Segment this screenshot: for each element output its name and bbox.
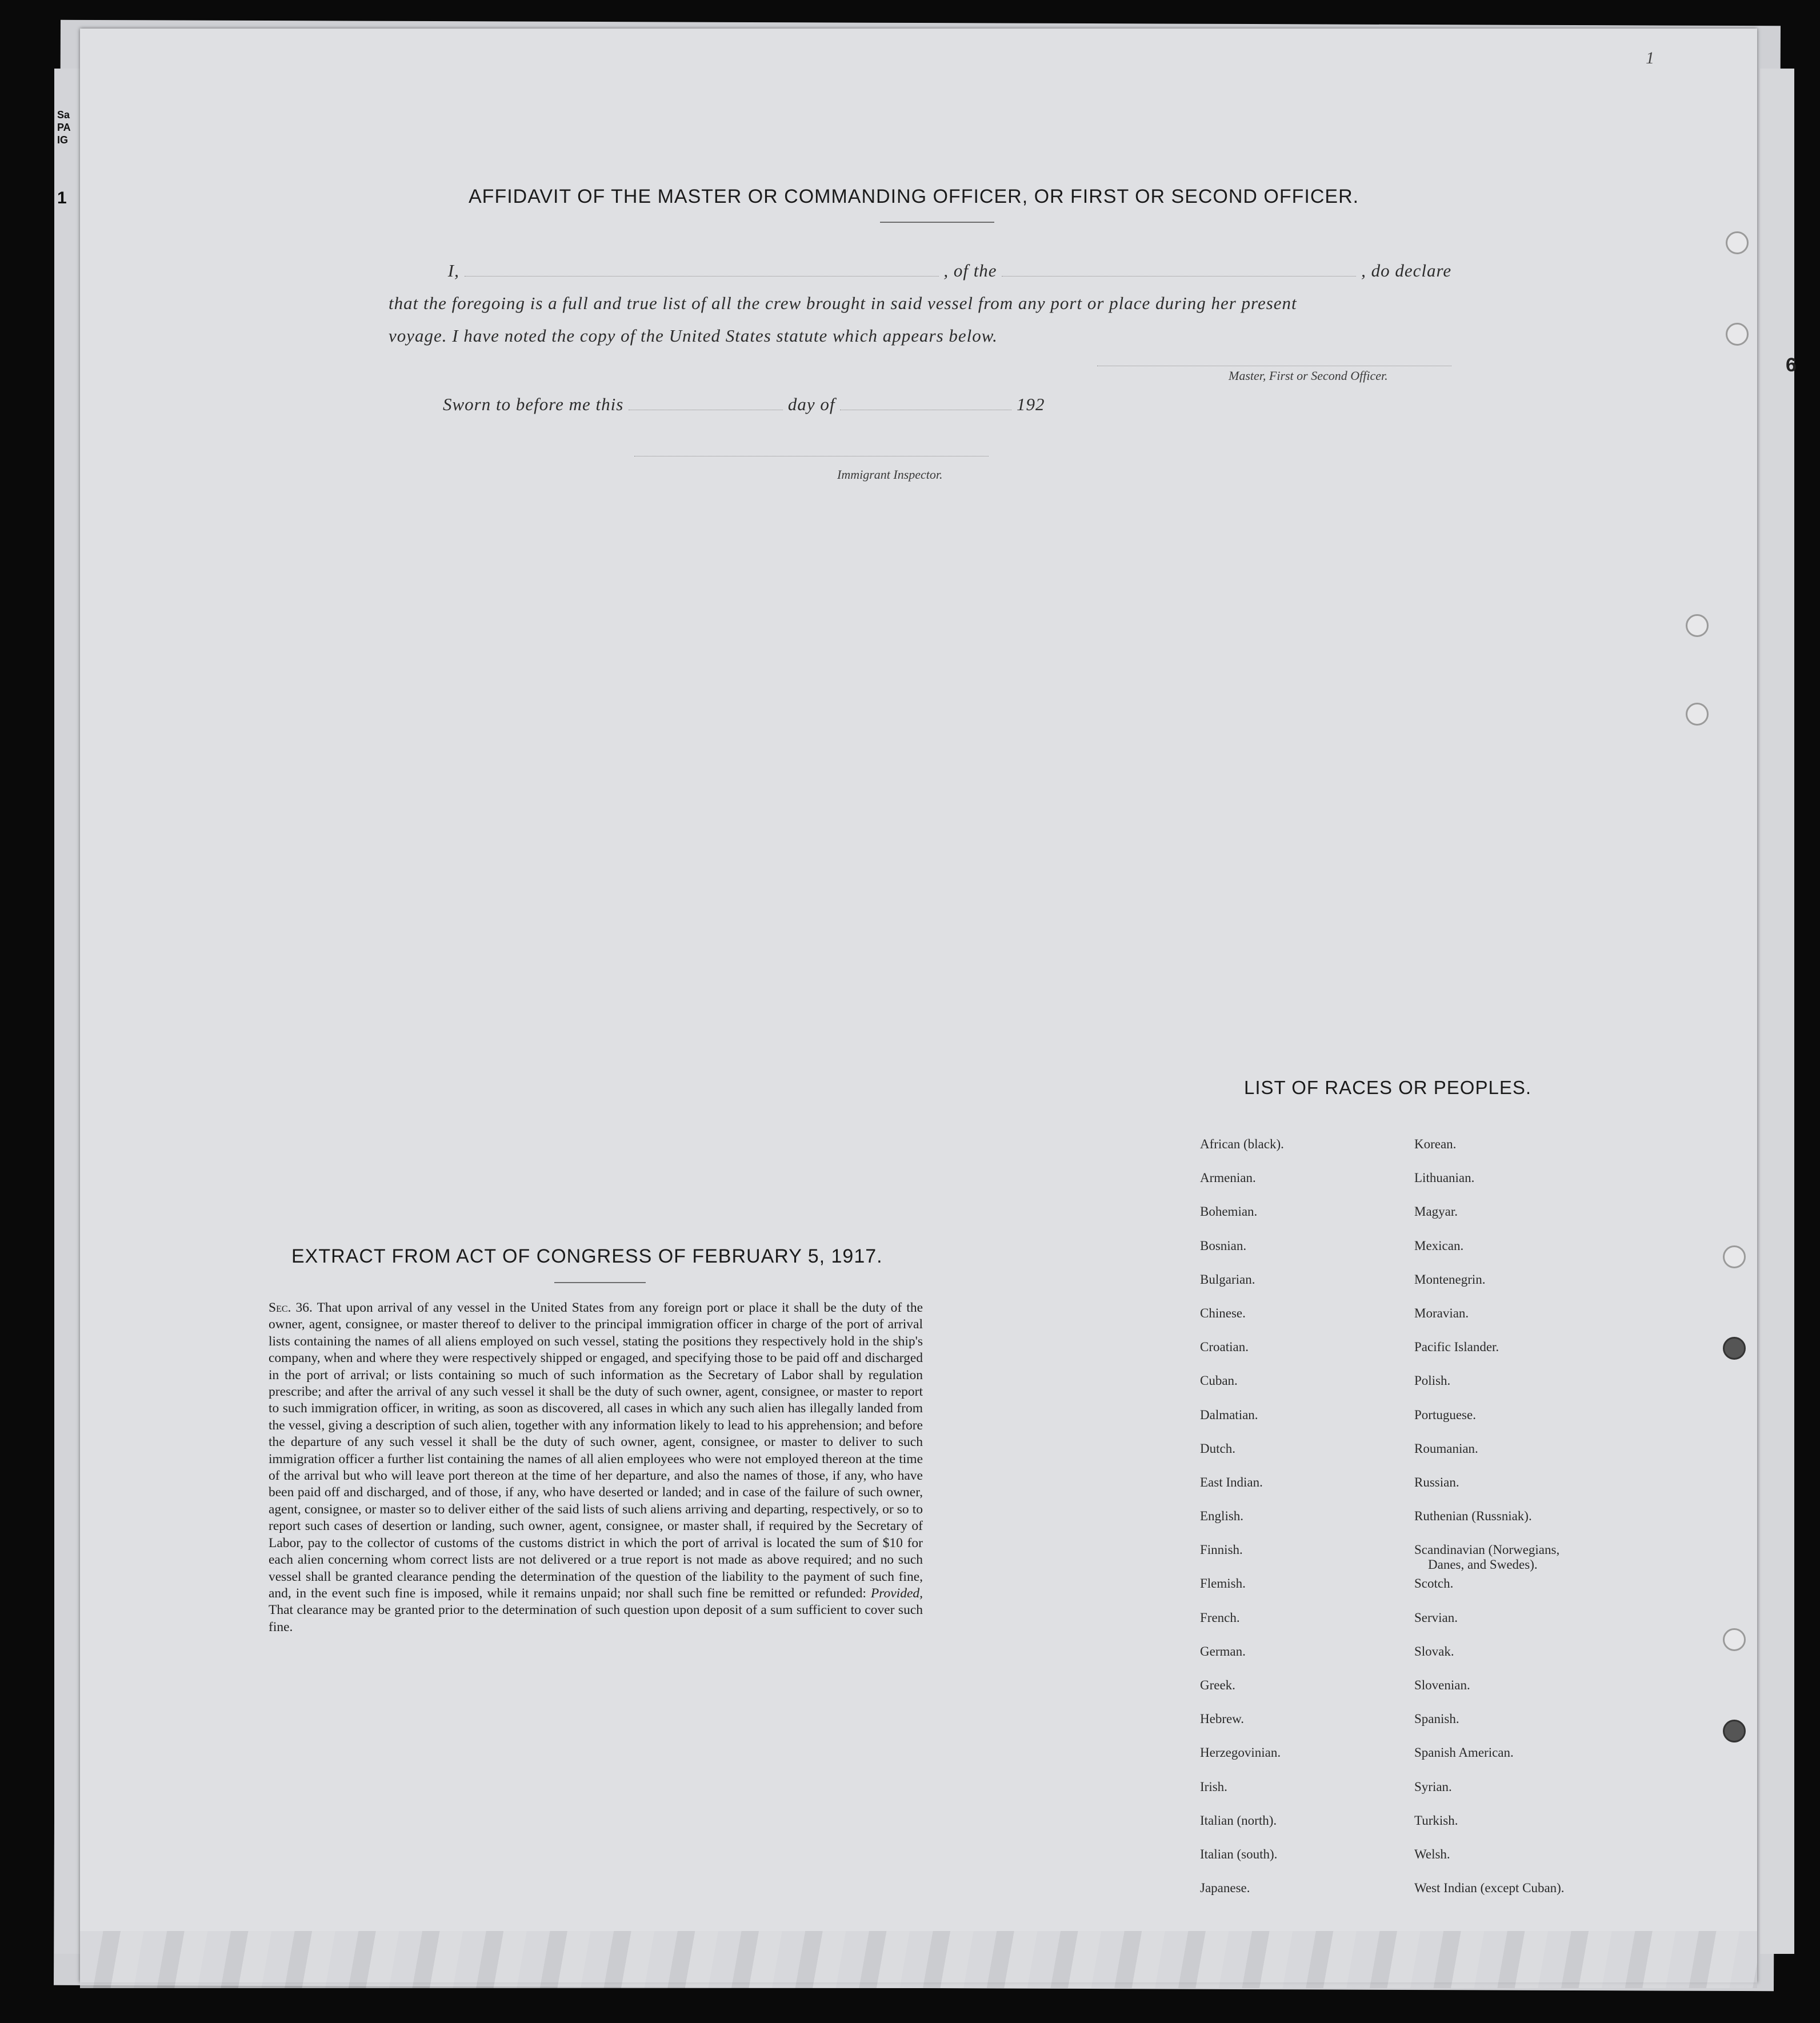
race-item: Korean. [1414,1137,1457,1151]
left-stub-line: Sa [57,109,70,121]
affidavit-line-2: that the foregoing is a full and true list of all the crew brought in said vessel from any port or place during her present [389,293,1297,313]
affidavit-body [389,254,1474,352]
race-item: African (black). [1200,1137,1284,1151]
left-margin-stub [57,109,71,205]
races-left-column [1200,1137,1284,1914]
left-stub-line: PA [57,122,71,133]
signature-caption: Master, First or Second Officer. [1229,368,1388,383]
race-item: Bulgarian. [1200,1272,1255,1287]
extract-body [269,1300,923,1636]
punch-hole [1686,614,1709,637]
race-item: Japanese. [1200,1881,1250,1896]
race-item: Mexican. [1414,1238,1464,1253]
races-right-column [1414,1137,1565,1914]
race-item: Italian (south). [1200,1846,1278,1861]
extract-title-rule [554,1282,646,1283]
races-title: LIST OF RACES OR PEOPLES. [1244,1077,1532,1098]
year-prefix: 192 [1016,394,1045,414]
race-item: Scotch. [1414,1576,1454,1591]
race-item: Dutch. [1200,1441,1235,1456]
master-name-blank [465,262,939,277]
race-item: Roumanian. [1414,1441,1478,1456]
extract-text-end: That clearance may be granted prior to the determination of such question upon deposit of a sum sufficient to cover such fine. [269,1603,923,1635]
race-item: Bohemian. [1200,1204,1258,1219]
month-blank [840,396,1011,410]
inspector-caption: Immigrant Inspector. [837,467,943,482]
punch-hole [1726,231,1749,254]
race-item: Irish. [1200,1779,1227,1794]
race-item: Hebrew. [1200,1712,1245,1726]
sworn-line [443,394,1045,415]
race-item: Spanish American. [1414,1745,1514,1760]
race-item: Magyar. [1414,1204,1458,1219]
sworn-prefix: Sworn to before me this [443,394,624,414]
race-item: Finnish. [1200,1543,1243,1557]
race-item: Bosnian. [1200,1238,1247,1253]
affidavit-line-1 [389,254,1474,287]
left-stub-line: IG [57,134,69,146]
affidavit-title: AFFIDAVIT OF THE MASTER OR COMMANDING OFFICER, OR FIRST OR SECOND OFFICER. [469,186,1359,207]
race-item: Slovak. [1414,1644,1454,1659]
race-item: Cuban. [1200,1373,1238,1388]
affidavit-do-declare: , do declare [1361,261,1452,281]
race-item: English. [1200,1509,1244,1524]
affidavit-of-the: , of the [943,261,997,281]
race-item-scandinavian: Scandinavian (Norwegians, [1414,1543,1560,1557]
extract-title: EXTRACT FROM ACT OF CONGRESS OF FEBRUARY 5, 1917. [291,1245,883,1267]
race-item: French. [1200,1610,1240,1625]
race-item: Chinese. [1200,1305,1246,1320]
provided-word: Provided, [870,1585,923,1601]
punch-hole [1723,1245,1746,1268]
race-item: Servian. [1414,1610,1458,1625]
section-label: Sec. 36. [269,1300,313,1315]
race-item: Syrian. [1414,1779,1452,1794]
race-item: Welsh. [1414,1846,1450,1861]
race-item: Spanish. [1414,1712,1459,1726]
race-item-scandinavian-cont: Danes, and Swedes). [1428,1557,1538,1572]
affidavit-line-3: voyage. I have noted the copy of the United States statute which appears below. [389,326,998,346]
race-item: Armenian. [1200,1171,1256,1185]
punch-hole [1723,1720,1746,1742]
punch-hole [1726,323,1749,346]
race-item: Greek. [1200,1678,1235,1692]
race-item: East Indian. [1200,1475,1263,1489]
punch-hole [1686,703,1709,726]
race-item: Montenegrin. [1414,1272,1486,1287]
race-item: Portuguese. [1414,1407,1476,1422]
race-item: Russian. [1414,1475,1459,1489]
race-item: Dalmatian. [1200,1407,1258,1422]
race-item: West Indian (except Cuban). [1414,1881,1565,1896]
race-item: Lithuanian. [1414,1171,1475,1185]
affidavit-i: I, [447,261,459,281]
left-stub-line: 1 [57,189,67,207]
vessel-name-blank [1002,262,1356,277]
affidavit-title-rule [880,222,994,223]
race-item: Polish. [1414,1373,1451,1388]
race-item: Moravian. [1414,1305,1469,1320]
punch-hole [1723,1628,1746,1651]
race-item: Italian (north). [1200,1813,1277,1828]
race-item: Ruthenian (Russniak). [1414,1509,1532,1524]
race-item: Flemish. [1200,1576,1246,1591]
punch-hole [1723,1337,1746,1360]
page-number: 6 [1786,354,1797,376]
torn-bottom-edge [80,1931,1757,1988]
extract-text: That upon arrival of any vessel in the United States from any foreign port or place it shall be the duty of the owner, agent, consignee, or master thereof to deliver to the principal immigration officer in charge of the port of arrival lists containing the names of all aliens employed on such vessel, stating the positions they respectively hold in the ship's company, when and where they were respectively shipped or engaged, and specifying those to be paid off and discharged in the port of arrival; or lists containing so much of such information as the Secretary of Labor shall by regulation prescribe; and after the arrival of any such vessel it shall be the duty of such owner, agent, consignee, or master to report to such immigration officer, in writing, as soon as discovered, all cases in which any such alien has illegally landed from the vessel, giving a description of such alien, together with any information likely to lead to his apprehension; and before the departure of any such vessel it shall be the duty of such owner, agent, consignee, or master to deliver to such immigration officer a further list containing the names of all alien employees who were not employed thereon at the time of the arrival but who will leave port thereon at the time of her departure, and also the names of those, if any, who have been paid off and discharged, and of those, if any, who have deserted or landed; and in case of the failure of such owner, agent, consignee, or master so to deliver either of the said lists of such aliens arriving and departing, respectively, or so to report such cases of desertion or landing, such owner, agent, consignee, or master shall, if required by the Secretary of Labor, pay to the collector of customs of the customs district in which the port of arrival is located the sum of $10 for each alien concerning whom correct lists are not delivered or a true report is not made as above required; and no such vessel shall be granted clearance pending the determination of the question of the liability to the payment of such fine, and, in the event such fine is imposed, while it remains unpaid; nor shall such fine be remitted or refunded: [269,1300,923,1601]
race-item: Slovenian. [1414,1678,1470,1692]
race-item: Pacific Islander. [1414,1340,1499,1355]
race-item: Herzegovinian. [1200,1745,1281,1760]
right-sheet-edge [1760,69,1794,1954]
race-item: German. [1200,1644,1246,1659]
race-item: Croatian. [1200,1340,1249,1355]
day-blank [629,396,783,410]
race-item: Turkish. [1414,1813,1458,1828]
race-item [1414,1543,1565,1576]
corner-mark: 1 [1646,49,1654,67]
day-of: day of [787,394,835,414]
